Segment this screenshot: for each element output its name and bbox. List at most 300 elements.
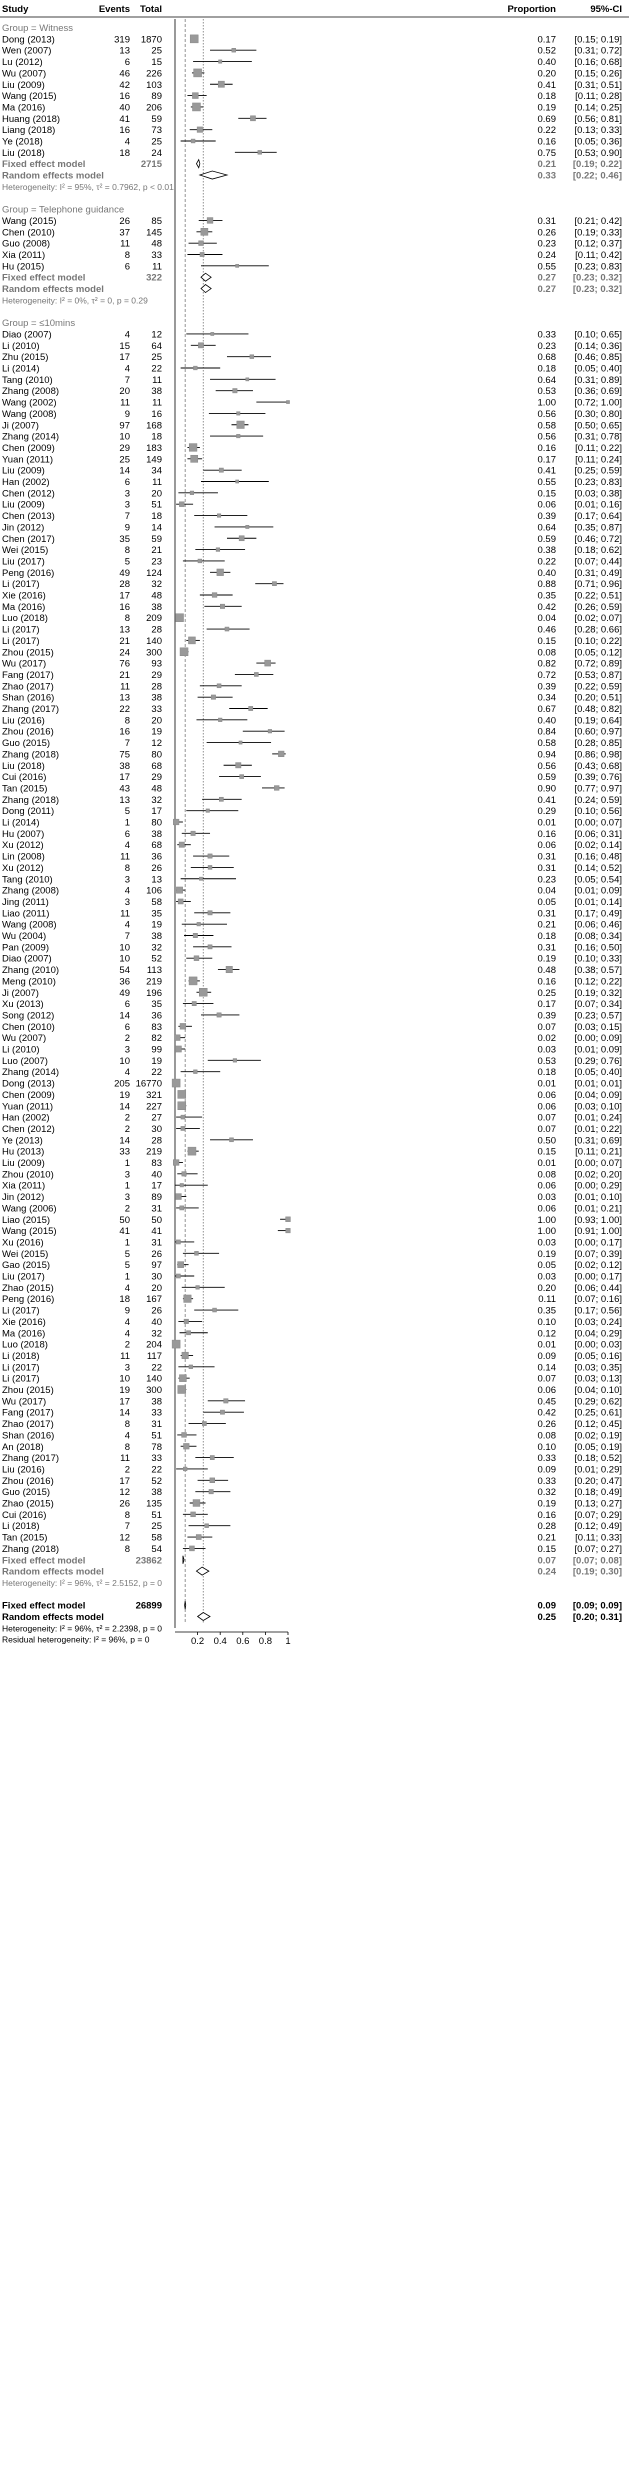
study-proportion: 0.15 <box>537 1146 556 1158</box>
study-square <box>226 966 232 972</box>
study-events: 5 <box>124 1260 130 1272</box>
study-square <box>196 1286 200 1290</box>
study-ci: [0.17; 0.64] <box>574 511 622 523</box>
study-name: Dong (2013) <box>2 34 55 46</box>
study-total: 25 <box>151 1521 162 1533</box>
study-proportion: 0.03 <box>537 1271 556 1283</box>
study-ci: [0.02; 0.20] <box>574 1169 622 1181</box>
study-name: Li (2014) <box>2 817 40 829</box>
study-proportion: 0.33 <box>537 1453 556 1465</box>
study-events: 4 <box>124 363 130 375</box>
study-events: 3 <box>124 874 130 886</box>
overall-random-diamond <box>198 1613 210 1621</box>
study-proportion: 0.90 <box>537 783 556 795</box>
study-events: 11 <box>120 681 130 693</box>
random-effects-ci: [0.23; 0.32] <box>572 284 622 296</box>
study-name: Zhao (2015) <box>2 1282 54 1294</box>
study-events: 24 <box>119 647 130 659</box>
study-square <box>274 786 279 791</box>
study-proportion: 0.55 <box>537 261 556 273</box>
study-proportion: 0.16 <box>537 828 556 840</box>
study-ci: [0.25; 0.61] <box>574 1407 622 1419</box>
study-square <box>178 1262 184 1268</box>
study-ci: [0.53; 0.87] <box>574 669 622 681</box>
study-square <box>191 1512 196 1517</box>
x-tick-label: 0.4 <box>213 1636 227 1647</box>
study-proportion: 0.68 <box>537 352 556 364</box>
study-proportion: 0.69 <box>537 113 556 125</box>
study-proportion: 0.21 <box>537 919 556 931</box>
study-events: 25 <box>119 454 130 466</box>
study-square <box>217 569 224 576</box>
study-proportion: 0.16 <box>537 136 556 148</box>
study-proportion: 0.23 <box>537 238 556 250</box>
study-square <box>199 988 207 996</box>
study-proportion: 0.75 <box>537 147 556 159</box>
study-proportion: 0.31 <box>537 862 556 874</box>
study-total: 48 <box>151 590 162 602</box>
study-square <box>181 1126 185 1130</box>
study-square <box>254 672 258 676</box>
study-events: 9 <box>124 1305 130 1317</box>
study-events: 54 <box>119 965 130 977</box>
study-total: 149 <box>146 454 162 466</box>
study-events: 2 <box>124 1203 130 1215</box>
random-effects-ci: [0.22; 0.46] <box>572 170 622 182</box>
study-name: Liu (2009) <box>2 499 45 511</box>
study-name: Wang (2008) <box>2 408 57 420</box>
study-ci: [0.17; 0.49] <box>574 908 622 920</box>
study-square <box>213 1308 217 1312</box>
study-square <box>210 1455 214 1459</box>
study-square <box>188 637 195 644</box>
study-events: 97 <box>119 420 130 432</box>
study-events: 14 <box>119 1135 130 1147</box>
study-events: 35 <box>119 533 130 545</box>
study-total: 204 <box>146 1339 162 1351</box>
study-total: 40 <box>151 1316 162 1328</box>
study-square <box>178 1102 186 1110</box>
study-name: Xia (2011) <box>2 250 46 261</box>
study-ci: [0.03; 0.24] <box>574 1316 622 1328</box>
study-total: 51 <box>151 499 162 511</box>
study-name: Li (2017) <box>2 1373 40 1385</box>
study-proportion: 0.10 <box>537 1441 556 1453</box>
study-name: Liu (2016) <box>2 715 45 727</box>
random-effects-diamond <box>200 171 227 179</box>
random-effects-ci: [0.19; 0.30] <box>572 1566 622 1578</box>
study-proportion: 0.25 <box>537 987 556 999</box>
study-total: 38 <box>151 692 162 704</box>
study-events: 11 <box>120 1453 130 1465</box>
study-ci: [0.07; 0.29] <box>574 1509 622 1521</box>
study-ci: [0.01; 0.21] <box>574 1203 622 1215</box>
study-name: Hu (2013) <box>2 1146 45 1158</box>
study-ci: [0.72; 1.00] <box>574 397 622 409</box>
study-name: Tang (2010) <box>2 374 53 386</box>
study-total: 206 <box>146 102 162 114</box>
study-name: Cui (2016) <box>2 1509 47 1521</box>
study-events: 16 <box>119 91 130 103</box>
study-events: 10 <box>119 953 130 965</box>
study-name: Xu (2016) <box>2 1237 44 1249</box>
study-total: 33 <box>151 704 162 715</box>
study-proportion: 0.19 <box>537 1498 556 1510</box>
study-name: Liu (2018) <box>2 760 45 772</box>
header-events: Events <box>98 4 130 15</box>
study-total: 219 <box>146 1146 162 1158</box>
study-name: Li (2018) <box>2 1350 40 1362</box>
study-name: Liao (2011) <box>2 908 50 920</box>
study-events: 17 <box>119 352 130 364</box>
study-proportion: 0.59 <box>537 772 556 784</box>
study-proportion: 0.45 <box>537 1396 556 1408</box>
fixed-effect-label: Fixed effect model <box>2 159 86 171</box>
study-total: 19 <box>151 1055 162 1067</box>
residual-heterogeneity: Residual heterogeneity: I² = 96%, p = 0 <box>2 1634 150 1645</box>
study-ci: [0.03; 0.38] <box>574 488 622 500</box>
study-name: Wang (2008) <box>2 919 57 931</box>
study-ci: [0.17; 0.56] <box>574 1305 622 1317</box>
study-ci: [0.86; 0.98] <box>574 749 622 761</box>
study-square <box>237 434 241 438</box>
study-events: 14 <box>119 465 130 477</box>
study-square <box>193 933 197 937</box>
study-name: Luo (2018) <box>2 613 48 625</box>
study-ci: [0.31; 0.51] <box>574 79 622 91</box>
study-square <box>172 1340 180 1348</box>
fixed-effect-ci: [0.23; 0.32] <box>572 272 622 284</box>
study-name: Chen (2012) <box>2 488 55 500</box>
study-square <box>258 150 262 154</box>
study-name: Wang (2015) <box>2 215 57 227</box>
study-ci: [0.03; 0.13] <box>574 1373 622 1385</box>
study-total: 33 <box>151 1407 162 1419</box>
study-total: 135 <box>146 1498 162 1510</box>
study-events: 14 <box>119 1010 130 1022</box>
study-proportion: 0.58 <box>537 420 556 432</box>
study-name: Zhang (2014) <box>2 1067 60 1079</box>
study-name: Pan (2009) <box>2 942 50 954</box>
study-square <box>178 1090 186 1098</box>
study-proportion: 0.07 <box>537 1112 556 1124</box>
study-name: Wei (2015) <box>2 1248 49 1260</box>
study-total: 40 <box>151 1169 162 1181</box>
study-events: 12 <box>119 1532 130 1544</box>
study-square <box>205 1524 209 1528</box>
study-events: 26 <box>119 1498 130 1510</box>
study-total: 28 <box>151 624 162 636</box>
study-events: 8 <box>124 545 130 557</box>
study-square <box>172 1079 180 1087</box>
study-square <box>179 502 184 507</box>
study-total: 89 <box>151 1192 162 1204</box>
study-ci: [0.50; 0.65] <box>574 420 622 432</box>
study-events: 17 <box>119 1475 130 1487</box>
study-name: Wu (2007) <box>2 68 47 80</box>
study-total: 183 <box>146 442 162 454</box>
study-proportion: 0.18 <box>537 931 556 942</box>
study-name: Zhang (2018) <box>2 749 60 761</box>
study-name: Zhang (2014) <box>2 431 60 443</box>
study-proportion: 0.17 <box>537 999 556 1011</box>
study-ci: [0.21; 0.42] <box>574 215 622 227</box>
study-square <box>189 1546 194 1551</box>
study-events: 5 <box>124 806 130 818</box>
study-total: 124 <box>146 567 162 579</box>
study-total: 52 <box>151 1475 162 1487</box>
study-events: 3 <box>124 1044 130 1056</box>
study-total: 31 <box>151 1203 162 1215</box>
study-ci: [0.04; 0.09] <box>574 1089 622 1101</box>
study-proportion: 0.21 <box>537 1532 556 1544</box>
header-row <box>2 4 622 15</box>
study-ci: [0.24; 0.59] <box>574 794 622 806</box>
study-proportion: 0.17 <box>537 454 556 466</box>
study-ci: [0.31; 0.69] <box>574 1135 622 1147</box>
study-proportion: 0.07 <box>537 1123 556 1135</box>
study-square <box>180 648 188 656</box>
study-events: 6 <box>124 999 130 1011</box>
study-ci: [0.11; 0.21] <box>575 1146 622 1158</box>
study-total: 18 <box>151 431 162 443</box>
study-ci: [0.01; 0.10] <box>574 1192 622 1204</box>
study-total: 21 <box>151 545 162 557</box>
study-events: 1 <box>124 1158 130 1169</box>
study-total: 93 <box>151 658 162 670</box>
study-total: 22 <box>151 1067 162 1079</box>
study-square <box>246 525 249 528</box>
study-ci: [0.48; 0.82] <box>574 704 622 715</box>
study-total: 20 <box>151 1282 162 1294</box>
study-total: 29 <box>151 669 162 681</box>
study-ci: [0.05; 0.40] <box>574 363 622 375</box>
study-proportion: 0.20 <box>537 1282 556 1294</box>
study-name: Xie (2016) <box>2 590 46 602</box>
study-ci: [0.31; 0.78] <box>574 431 622 443</box>
study-name: Zhu (2015) <box>2 352 49 364</box>
study-square <box>193 366 197 370</box>
study-proportion: 0.10 <box>537 1316 556 1328</box>
study-name: Zhou (2016) <box>2 726 54 738</box>
study-total: 22 <box>151 1362 162 1374</box>
study-ci: [0.06; 0.46] <box>574 919 622 931</box>
random-effects-label: Random effects model <box>2 170 104 182</box>
study-proportion: 0.40 <box>537 715 556 727</box>
study-ci: [0.22; 0.59] <box>574 681 622 693</box>
study-square <box>182 1352 189 1359</box>
study-ci: [0.46; 0.85] <box>574 352 622 364</box>
study-square <box>183 1443 189 1449</box>
study-proportion: 0.02 <box>537 1033 556 1045</box>
study-ci: [0.93; 1.00] <box>574 1214 622 1226</box>
study-ci: [0.14; 0.52] <box>574 862 622 874</box>
study-square <box>272 582 276 586</box>
study-total: 48 <box>151 238 162 250</box>
study-events: 12 <box>119 1487 130 1499</box>
study-square <box>211 332 214 335</box>
study-ci: [0.77; 0.97] <box>574 783 622 795</box>
study-proportion: 0.01 <box>537 1158 556 1169</box>
study-name: Zhang (2018) <box>2 1543 60 1555</box>
study-total: 34 <box>151 465 162 477</box>
study-square <box>191 139 195 143</box>
study-proportion: 0.15 <box>537 1543 556 1555</box>
study-events: 18 <box>119 1294 130 1306</box>
study-ci: [0.16; 0.68] <box>574 57 622 69</box>
study-name: Zhang (2017) <box>2 704 60 715</box>
study-square <box>194 956 199 961</box>
study-square <box>178 899 183 904</box>
study-total: 38 <box>151 828 162 840</box>
study-proportion: 0.34 <box>537 692 556 704</box>
study-total: 82 <box>151 1033 162 1045</box>
study-proportion: 0.19 <box>537 1248 556 1260</box>
study-ci: [0.10; 0.56] <box>574 806 622 818</box>
study-ci: [0.53; 0.90] <box>574 147 622 159</box>
study-proportion: 0.41 <box>537 794 556 806</box>
study-total: 22 <box>151 363 162 375</box>
study-name: Meng (2010) <box>2 976 56 988</box>
study-proportion: 0.16 <box>537 976 556 988</box>
study-square <box>180 1206 184 1210</box>
study-proportion: 0.06 <box>537 840 556 852</box>
study-ci: [0.38; 0.57] <box>574 965 622 977</box>
study-ci: [0.22; 0.51] <box>574 590 622 602</box>
study-name: Zhou (2010) <box>2 1169 54 1181</box>
study-total: 26 <box>151 1248 162 1260</box>
study-total: 103 <box>146 79 162 91</box>
study-name: Zhao (2017) <box>2 681 54 693</box>
study-ci: [0.19; 0.32] <box>574 987 622 999</box>
study-total: 226 <box>146 68 162 80</box>
study-total: 167 <box>146 1294 162 1306</box>
heterogeneity-text: Heterogeneity: I² = 96%, τ² = 2.5152, p = 0 <box>2 1577 162 1588</box>
study-events: 11 <box>120 397 130 409</box>
study-events: 13 <box>119 624 130 636</box>
study-square <box>179 842 184 847</box>
study-ci: [0.11; 0.28] <box>575 91 622 103</box>
study-square <box>201 228 208 235</box>
study-events: 6 <box>124 1021 130 1033</box>
study-total: 19 <box>151 919 162 931</box>
study-total: 50 <box>151 1214 162 1226</box>
study-square <box>219 468 223 472</box>
study-ci: [0.05; 0.36] <box>574 136 622 148</box>
study-name: Tan (2015) <box>2 783 48 795</box>
study-name: Shan (2016) <box>2 1430 55 1442</box>
study-ci: [0.01; 0.24] <box>574 1112 622 1124</box>
study-ci: [0.10; 0.65] <box>574 329 622 341</box>
random-effects-diamond <box>196 1567 208 1575</box>
study-name: Wu (2017) <box>2 1396 47 1408</box>
header-total: Total <box>140 4 162 15</box>
study-name: Diao (2007) <box>2 329 52 341</box>
study-name: Ye (2018) <box>2 136 43 148</box>
study-ci: [0.00; 0.09] <box>574 1033 622 1045</box>
study-events: 3 <box>124 896 130 908</box>
study-name: Li (2010) <box>2 1044 40 1056</box>
study-proportion: 0.64 <box>537 522 556 534</box>
random-effects-estimate: 0.33 <box>537 170 556 182</box>
study-total: 20 <box>151 488 162 500</box>
heterogeneity-text: Heterogeneity: I² = 95%, τ² = 0.7962, p < 0.01 <box>2 181 174 192</box>
study-events: 18 <box>119 147 130 159</box>
study-proportion: 0.23 <box>537 874 556 886</box>
study-square <box>183 1467 187 1471</box>
study-ci: [0.30; 0.80] <box>574 408 622 420</box>
study-square <box>189 977 197 985</box>
study-name: Zhang (2010) <box>2 965 60 977</box>
study-square <box>184 1295 191 1302</box>
study-square <box>188 1147 196 1155</box>
study-name: Liu (2009) <box>2 1158 45 1169</box>
study-square <box>179 1375 186 1382</box>
study-name: Liu (2009) <box>2 79 45 91</box>
study-events: 75 <box>119 749 130 761</box>
overall-fixed-estimate: 0.09 <box>537 1600 556 1612</box>
study-ci: [0.02; 0.14] <box>574 840 622 852</box>
study-events: 38 <box>119 760 130 772</box>
study-proportion: 0.58 <box>537 738 556 750</box>
study-events: 4 <box>124 919 130 931</box>
study-events: 4 <box>124 1430 130 1442</box>
study-events: 20 <box>119 386 130 398</box>
study-square <box>246 378 249 381</box>
study-square <box>286 1217 291 1222</box>
study-proportion: 0.42 <box>537 1407 556 1419</box>
study-proportion: 0.04 <box>537 885 556 897</box>
study-proportion: 0.88 <box>537 579 556 591</box>
study-proportion: 0.07 <box>537 1021 556 1033</box>
study-square <box>195 1251 199 1255</box>
study-total: 54 <box>151 1543 162 1555</box>
study-ci: [0.07; 0.16] <box>574 1294 622 1306</box>
study-total: 23 <box>151 556 162 568</box>
study-square <box>211 695 215 699</box>
study-name: Hu (2015) <box>2 261 45 273</box>
study-square <box>184 1319 188 1323</box>
study-name: Lin (2008) <box>2 851 45 863</box>
study-name: Wang (2006) <box>2 1203 57 1215</box>
study-total: 117 <box>146 1350 162 1362</box>
study-total: 30 <box>151 1123 162 1135</box>
study-events: 7 <box>124 931 130 942</box>
study-name: Yuan (2011) <box>2 1101 54 1113</box>
study-events: 1 <box>124 817 130 829</box>
study-events: 3 <box>124 499 130 511</box>
study-square <box>237 421 244 428</box>
study-ci: [0.39; 0.76] <box>574 772 622 784</box>
overall-random-estimate: 0.25 <box>537 1612 556 1623</box>
study-total: 17 <box>151 1180 162 1192</box>
study-square <box>176 887 182 893</box>
study-events: 41 <box>119 1226 130 1238</box>
study-name: Jin (2012) <box>2 1192 45 1204</box>
study-ci: [0.20; 0.47] <box>574 1475 622 1487</box>
study-proportion: 0.19 <box>537 953 556 965</box>
study-events: 1 <box>124 1271 130 1283</box>
study-square <box>197 127 202 132</box>
study-name: Guo (2015) <box>2 1487 51 1499</box>
study-events: 10 <box>119 1055 130 1067</box>
study-ci: [0.16; 0.48] <box>574 851 622 863</box>
study-ci: [0.11; 0.42] <box>575 250 622 261</box>
study-proportion: 0.26 <box>537 227 556 239</box>
study-square <box>219 60 222 63</box>
study-events: 37 <box>119 227 130 239</box>
study-name: Zhang (2008) <box>2 386 60 398</box>
